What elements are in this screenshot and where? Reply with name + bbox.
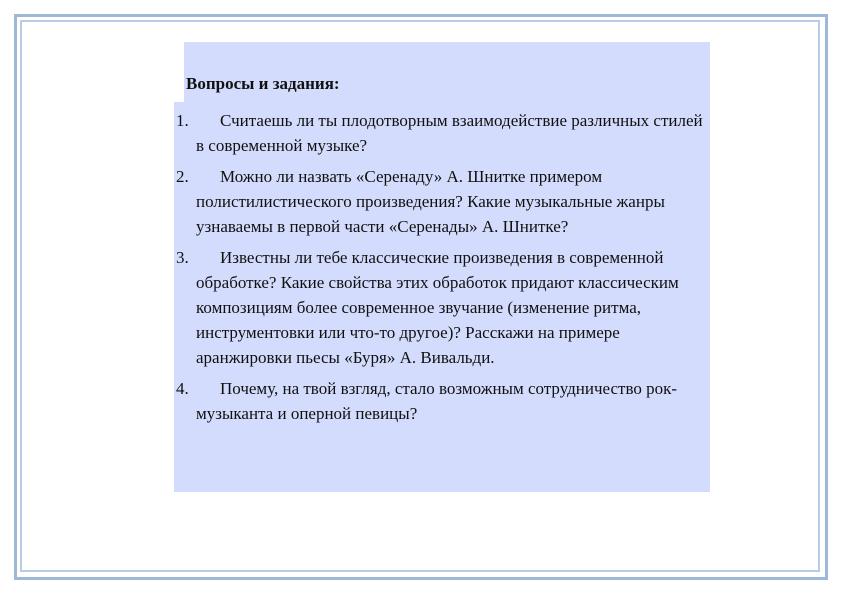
list-item-number: 1. — [176, 111, 189, 130]
list-item — [176, 108, 704, 158]
panel-notch — [174, 42, 184, 102]
questions-list — [176, 108, 704, 432]
list-item-text: Можно ли назвать «Серенаду» А. Шнитке примером полистилистического произведения? Какие музыкальные жанры узнаваемы в первой части «Серенады» А. Шнитке? — [196, 167, 665, 236]
list-item-number: 2. — [176, 167, 189, 186]
list-item-number: 3. — [176, 248, 189, 267]
list-item-text: Известны ли тебе классические произведения в современной обработке? Какие свойства этих обработок придают классическим композициям более современное звучание (изменение ритма, инструментовки или что-то другое)? Расскажи на примере аранжировки пьесы «Буря» А. Вивальди. — [196, 248, 679, 367]
list-item — [176, 164, 704, 239]
list-item-text: Почему, на твой взгляд, стало возможным сотрудничество рок-музыканта и оперной певицы? — [196, 379, 678, 423]
list-item-number: 4. — [176, 379, 189, 398]
list-item — [176, 245, 704, 370]
list-item — [176, 376, 704, 426]
page-title: Вопросы и задания: — [186, 74, 340, 93]
list-item-text: Считаешь ли ты плодотворным взаимодействие различных стилей в современной музыке? — [196, 111, 703, 155]
